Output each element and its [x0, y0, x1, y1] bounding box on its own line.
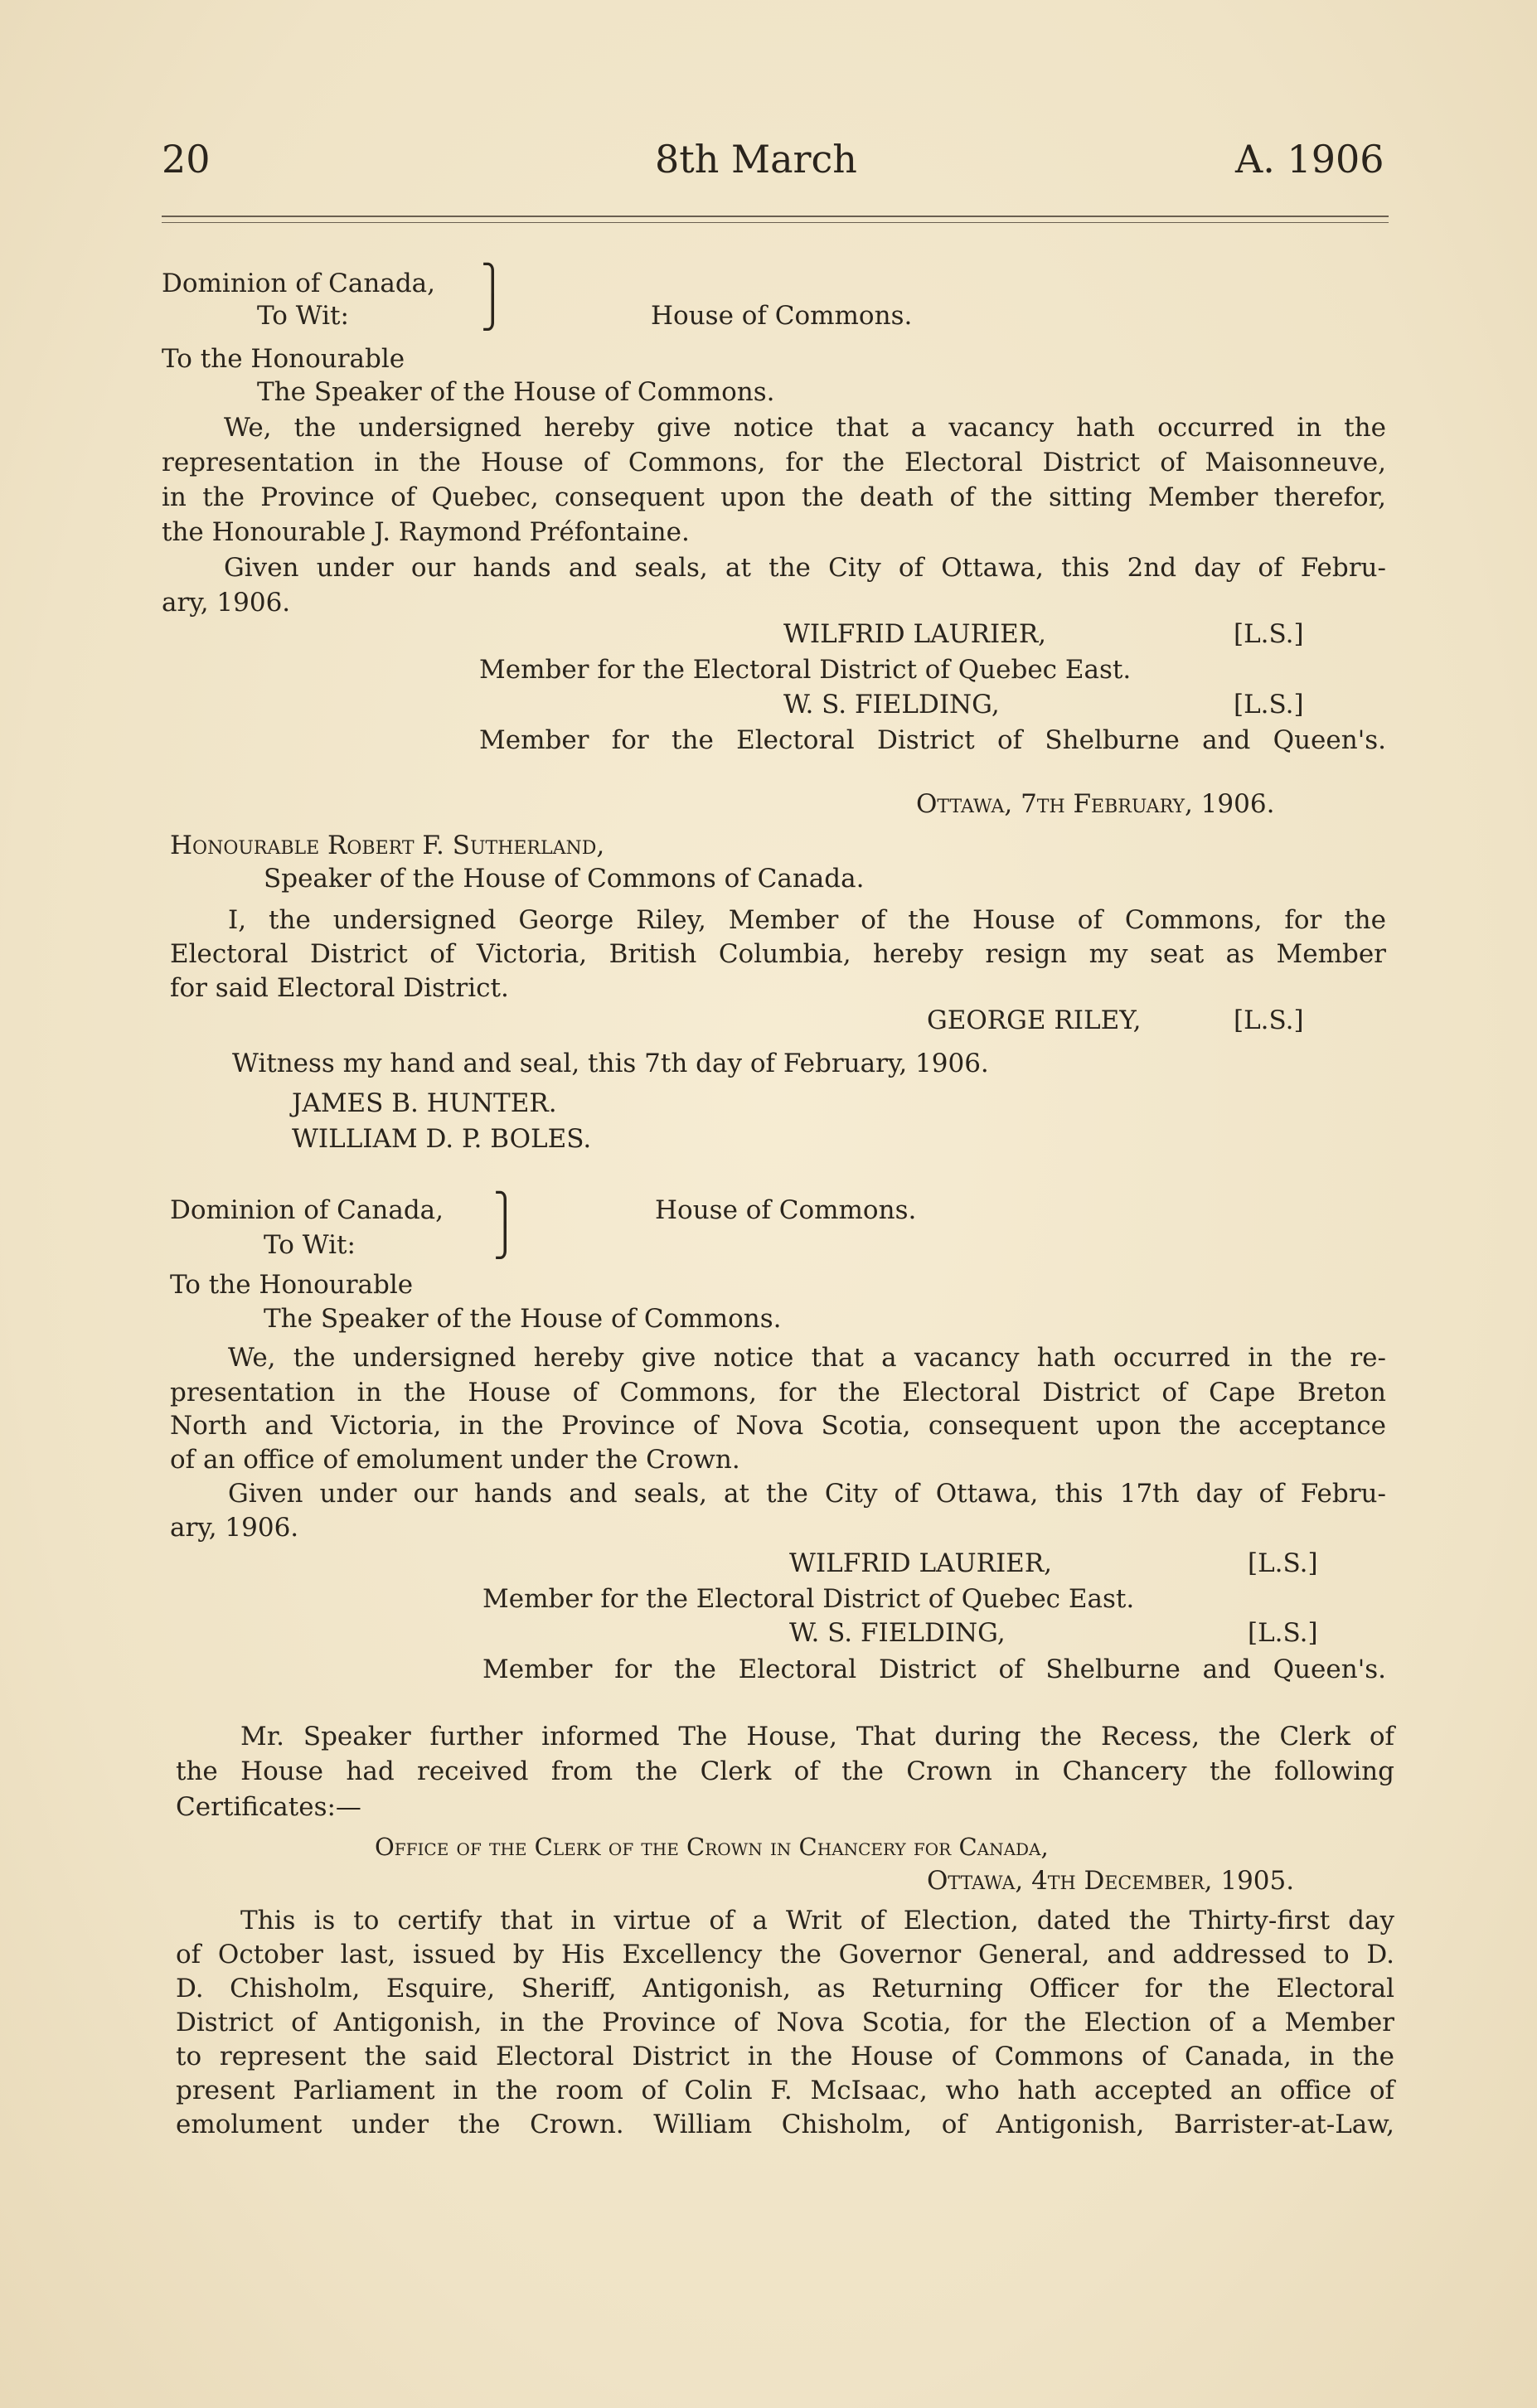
- certificate-body-line: emolument under the Crown. William Chisholm, of Antigonish, Barrister-at-Law,: [176, 2110, 1394, 2139]
- notice1-house: House of Commons.: [651, 301, 913, 331]
- certificate-dateline: Ottawa, 4th December, 1905.: [927, 1866, 1295, 1896]
- notice2-brace: ⎫ ⎭: [493, 1191, 517, 1259]
- notice2-sig2-ls: [L.S.]: [1248, 1618, 1318, 1648]
- notice2-body-line: North and Victoria, in the Province of Nova Scotia, consequent upon the acceptance: [170, 1411, 1386, 1441]
- certificate-body-line: of October last, issued by His Excellency the Governor General, and addressed to D.: [176, 1940, 1394, 1970]
- letter-body-line: I, the undersigned George Riley, Member of the House of Commons, for the: [228, 905, 1386, 935]
- notice1-given-line: Given under our hands and seals, at the City of Ottawa, this 2nd day of Febru-: [224, 553, 1386, 583]
- letter-dateline: Ottawa, 7th February, 1906.: [916, 789, 1275, 819]
- notice1-sig2-ls: [L.S.]: [1234, 690, 1304, 719]
- notice2-sig1-ls: [L.S.]: [1248, 1548, 1318, 1578]
- notice1-body-line: We, the undersigned hereby give notice that a vacancy hath occurred in the: [224, 413, 1386, 443]
- header-rule-bottom: [162, 222, 1389, 223]
- speaker-para-line: Certificates:—: [176, 1792, 361, 1822]
- notice1-to-wit: To Wit:: [257, 301, 349, 331]
- notice1-to-the: To the Honourable: [162, 344, 405, 374]
- notice2-to-the: To the Honourable: [170, 1270, 414, 1300]
- speaker-para-line: Mr. Speaker further informed The House, That during the Recess, the Clerk of: [240, 1722, 1394, 1751]
- notice1-sig2-name: W. S. FIELDING,: [783, 690, 1000, 719]
- letter-body-line: for said Electoral District.: [170, 973, 509, 1003]
- certificate-body-line: D. Chisholm, Esquire, Sheriff, Antigonish, as Returning Officer for the Electoral: [176, 1974, 1394, 2003]
- notice2-sig1-name: WILFRID LAURIER,: [789, 1548, 1053, 1578]
- certificate-body-line: present Parliament in the room of Colin F. McIsaac, who hath accepted an office of: [176, 2076, 1394, 2105]
- letter-witness: Witness my hand and seal, this 7th day of February, 1906.: [232, 1049, 989, 1078]
- speaker-para-line: the House had received from the Clerk of the Crown in Chancery the following: [176, 1756, 1394, 1786]
- page-date: 8th March: [655, 137, 857, 182]
- notice1-sig1-name: WILFRID LAURIER,: [783, 619, 1047, 649]
- notice2-body-line: of an office of emolument under the Crown.: [170, 1445, 740, 1475]
- notice2-body-line: We, the undersigned hereby give notice that a vacancy hath occurred in the re-: [228, 1343, 1386, 1373]
- letter-witness-2: WILLIAM D. P. BOLES.: [292, 1124, 592, 1154]
- notice2-sig2-name: W. S. FIELDING,: [789, 1618, 1006, 1648]
- letter-addressee-title: Speaker of the House of Commons of Canada.: [264, 864, 865, 894]
- letter-sig-name: GEORGE RILEY,: [927, 1005, 1142, 1035]
- notice2-given-line: ary, 1906.: [170, 1513, 299, 1543]
- notice1-dominion: Dominion of Canada,: [162, 269, 436, 298]
- notice1-sig2-member: Member for the Electoral District of Shelburne and Queen's.: [479, 725, 1386, 755]
- notice2-given-line: Given under our hands and seals, at the City of Ottawa, this 17th day of Febru-: [228, 1479, 1386, 1509]
- notice2-body-line: presentation in the House of Commons, for the Electoral District of Cape Breton: [170, 1378, 1386, 1407]
- notice2-sig2-member: Member for the Electoral District of Shelburne and Queen's.: [482, 1655, 1386, 1684]
- letter-addressee: Honourable Robert F. Sutherland,: [170, 831, 605, 860]
- notice2-to-wit: To Wit:: [264, 1230, 356, 1260]
- notice2-sig1-member: Member for the Electoral District of Quebec East.: [482, 1584, 1135, 1614]
- certificate-body-line: to represent the said Electoral District in the House of Commons of Canada, in the: [176, 2042, 1394, 2071]
- notice1-sig1-ls: [L.S.]: [1234, 619, 1304, 649]
- notice2-speaker: The Speaker of the House of Commons.: [264, 1304, 782, 1334]
- notice1-body-line: in the Province of Quebec, consequent upon the death of the sitting Member therefor,: [162, 482, 1386, 512]
- notice1-given-line: ary, 1906.: [162, 588, 291, 618]
- notice2-dominion: Dominion of Canada,: [170, 1195, 444, 1225]
- notice1-speaker: The Speaker of the House of Commons.: [257, 377, 775, 407]
- notice1-brace: ⎫ ⎭: [481, 263, 505, 331]
- notice2-house: House of Commons.: [655, 1195, 917, 1225]
- page-year: A. 1906: [1235, 137, 1384, 182]
- certificate-body-line: District of Antigonish, in the Province of Nova Scotia, for the Election of a Member: [176, 2008, 1394, 2037]
- page-number: 20: [162, 137, 211, 182]
- header-rule-top: [162, 216, 1389, 217]
- certificate-office: Office of the Clerk of the Crown in Chancery for Canada,: [375, 1833, 1049, 1861]
- letter-sig-ls: [L.S.]: [1234, 1005, 1304, 1035]
- letter-witness-1: JAMES B. HUNTER.: [292, 1088, 557, 1118]
- notice1-sig1-member: Member for the Electoral District of Quebec East.: [479, 655, 1132, 685]
- notice1-body-line: the Honourable J. Raymond Préfontaine.: [162, 517, 690, 547]
- notice1-body-line: representation in the House of Commons, for the Electoral District of Maisonneuve,: [162, 448, 1386, 477]
- letter-body-line: Electoral District of Victoria, British Columbia, hereby resign my seat as Member: [170, 939, 1386, 969]
- certificate-body-line: This is to certify that in virtue of a Writ of Election, dated the Thirty-first day: [240, 1906, 1394, 1936]
